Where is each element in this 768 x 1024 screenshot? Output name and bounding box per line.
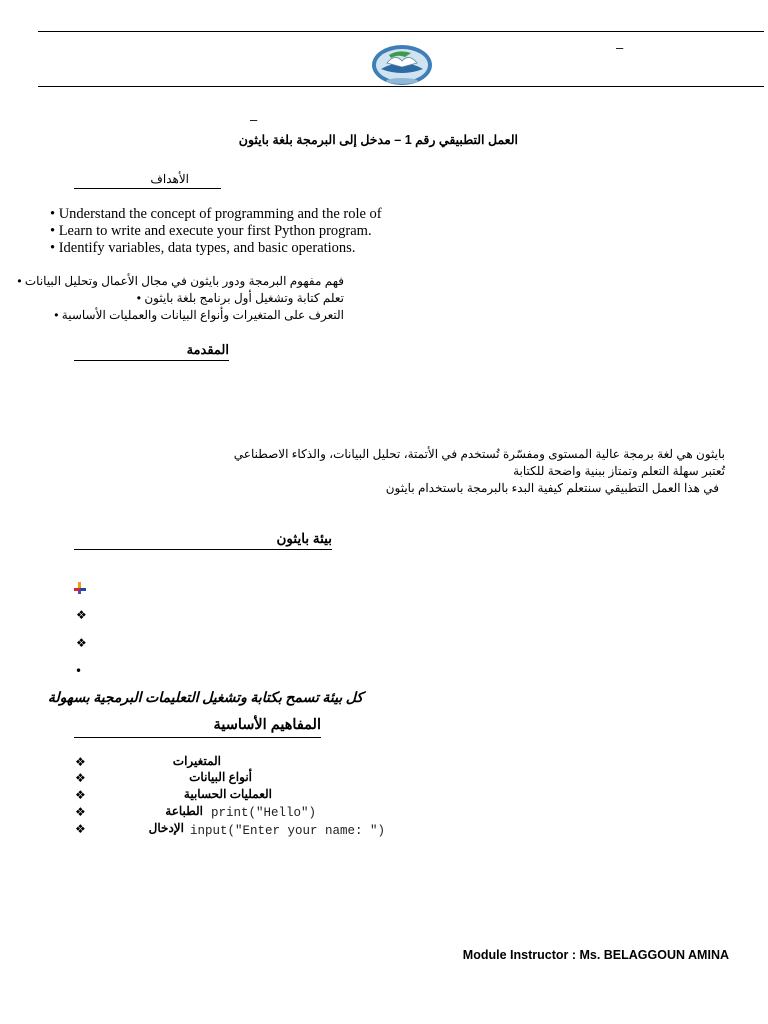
header-top-rule xyxy=(38,31,764,32)
objectives-heading-block xyxy=(74,172,221,189)
intro-line: في هذا العمل التطبيقي سنتعلم كيفية البدء بالبرمجة باستخدام بايثون xyxy=(385,481,719,495)
objective-en-item: • Understand the concept of programming and the role of xyxy=(50,206,382,222)
concept-label: الطباعة xyxy=(165,804,203,818)
concept-label: أنواع البيانات xyxy=(189,770,252,784)
concept-bullet: ❖ xyxy=(75,788,86,802)
intro-heading: المقدمة xyxy=(186,342,229,357)
page-title: العمل التطبيقي رقم 1 – مدخل إلى البرمجة بلغة بايثون xyxy=(238,133,518,147)
objectives-heading: الأهداف xyxy=(150,172,189,186)
concept-bullet: ❖ xyxy=(75,805,86,819)
footer-instructor: Module Instructor : Ms. BELAGGOUN AMINA xyxy=(462,948,729,962)
code-snippet-print: print("Hello") xyxy=(211,806,317,820)
env-caption: كل بيئة تسمح بكتابة وتشغيل التعليمات البرمجية بسهولة xyxy=(47,691,363,706)
objective-ar-item: التعرف على المتغيرات وأنواع البيانات والعمليات الأساسية • xyxy=(54,308,344,322)
concept-bullet: ❖ xyxy=(75,771,86,785)
concept-label: الإدخال xyxy=(148,821,184,835)
objective-en-item: • Identify variables, data types, and basic operations. xyxy=(50,240,356,256)
concept-bullet: ❖ xyxy=(75,822,86,836)
env-bullet-diamond: ❖ xyxy=(76,608,87,622)
env-bullet-dot: • xyxy=(75,664,83,678)
objectives-en-list xyxy=(50,206,382,257)
colored-diamond-icon xyxy=(73,581,87,595)
concept-label: المتغيرات xyxy=(172,754,221,768)
objectives-ar-list xyxy=(17,273,344,324)
objective-ar-item: تعلم كتابة وتشغيل أول برنامج بلغة بايثون • xyxy=(136,291,344,305)
intro-paragraph xyxy=(205,446,725,497)
objective-ar-item: فهم مفهوم البرمجة ودور بايثون في مجال الأعمال وتحليل البيانات • xyxy=(17,274,344,288)
intro-line: تُعتبر سهلة التعلم وتمتاز ببنية واضحة للكتابة xyxy=(513,464,725,478)
env-heading: بيئة بايثون xyxy=(276,531,332,546)
concepts-heading: المفاهيم الأساسية xyxy=(213,717,321,733)
title-dash: – xyxy=(250,112,258,127)
code-snippet-input: input("Enter your name: ") xyxy=(190,824,386,838)
env-bullet-diamond: ❖ xyxy=(76,636,87,650)
concept-label: العمليات الحسابية xyxy=(183,787,272,801)
header-dash: – xyxy=(616,40,624,55)
concept-bullet: ❖ xyxy=(75,755,86,769)
institution-logo xyxy=(371,43,433,87)
env-heading-block xyxy=(74,531,332,550)
intro-line: بايثون هي لغة برمجة عالية المستوى ومفسّرة تُستخدم في الأتمتة، تحليل البيانات، والذكاء الاصطناعي xyxy=(233,447,725,461)
intro-heading-block xyxy=(74,342,229,361)
concepts-heading-block xyxy=(74,717,321,738)
objective-en-item: • Learn to write and execute your first Python program. xyxy=(50,223,372,239)
